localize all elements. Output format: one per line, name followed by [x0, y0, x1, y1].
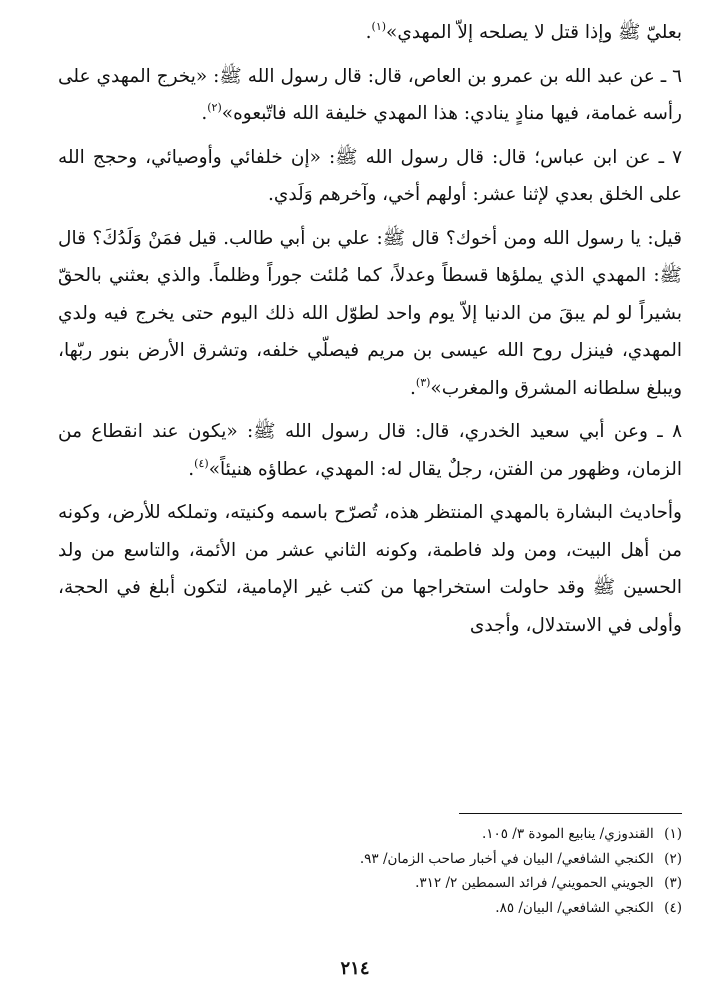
footnote-text: القندوزي/ ينابيع المودة ٣/ ١٠٥. [481, 826, 654, 842]
paragraph-hadith-6: ٦ ـ عن عبد الله بن عمرو بن العاص، قال: قال رسول الله ﷺ: «يخرج المهدي على رأسه غمامة، فيها منادٍ ينادي: هذا المهدي خليفة الله فاتّبعوه»$^{(٢)}$. [58, 65, 682, 124]
footnote-text: الكنجي الشافعي/ البيان في أخبار صاحب الزمان/ ٩٣. [359, 850, 654, 867]
footnote-divider [459, 813, 682, 814]
footnote-ref-1: (١) [371, 20, 387, 33]
footnote-item [58, 871, 682, 896]
paragraph-1: بعليّ ﷺ وإذا قتل لا يصلحه إلاّ المهدي»$^{(١)}$. [365, 20, 682, 43]
footnote-number: (٤) [664, 899, 682, 916]
footnote-number: (٣) [664, 875, 682, 891]
footnote-number: (١) [664, 826, 682, 842]
footnote-ref-4: (٤) [194, 456, 209, 470]
paragraph-commentary: وأحاديث البشارة بالمهدي المنتظر هذه، تُصرّح باسمه وكنيته، وتملكه للأرض، وكونه من أهل البيت، ومن ولد فاطمة، وكونه الثاني عشر من الأئمة، والتاسع من ولد الحسين ﷺ وقد حاولت استخراجها من كتب غير الإمامية، لتكون أبلغ في الحجة، وأولى في الاستدلال، وأجدى [58, 502, 682, 636]
footnotes-list [58, 822, 682, 920]
footnote-item [58, 822, 682, 847]
footnote-ref-2: (٢) [207, 101, 222, 114]
paragraph-hadith-8: ٨ ـ وعن أبي سعيد الخدري، قال: قال رسول الله ﷺ: «يكون عند انقطاع من الزمان، وظهور من الفتن، رجلٌ يقال له: المهدي، عطاؤه هنيئاً»$^{(٤)}$. [58, 421, 682, 480]
footnote-item [58, 896, 682, 921]
footnote-number: (٢) [664, 850, 682, 867]
page-number: ٢١٤ [340, 958, 370, 979]
footnote-item [58, 847, 682, 872]
footnote-ref-3: (٣) [415, 375, 431, 389]
paragraph-hadith-7-continued: قيل: يا رسول الله ومن أخوك؟ قال ﷺ: علي بن أبي طالب. قيل فمَنْ وَلَدُكَ؟ قال ﷺ: المهدي الذي يملؤها قسطاً وعدلاً، كما مُلئت جوراً وظلماً. والذي بعثني بالحقّ بشيراً لو لم يبقَ من الدنيا إلاّ يوم واحد لطوّل الله ذلك اليوم حتى يخرج فيه ولدي المهدي، فينزل روح الله عيسى بن مريم فيصلّي خلفه، وتشرق الأرض بنور ربّها، ويبلغ سلطانه المشرق والمغرب»$^{(٣)}$. [58, 227, 682, 399]
page-body [58, 14, 682, 644]
footnote-text: الكنجي الشافعي/ البيان/ ٨٥. [495, 899, 654, 916]
paragraph-hadith-7: ٧ ـ عن ابن عباس؛ قال: قال رسول الله ﷺ: «إن خلفائي وأوصيائي، وحجج الله على الخلق بعدي لإثنا عشر: أولهم أخي، وآخرهم وَلَدي. [58, 146, 682, 205]
footnote-text: الجويني الحمويني/ فرائد السمطين ٢/ ٣١٢. [415, 875, 654, 891]
